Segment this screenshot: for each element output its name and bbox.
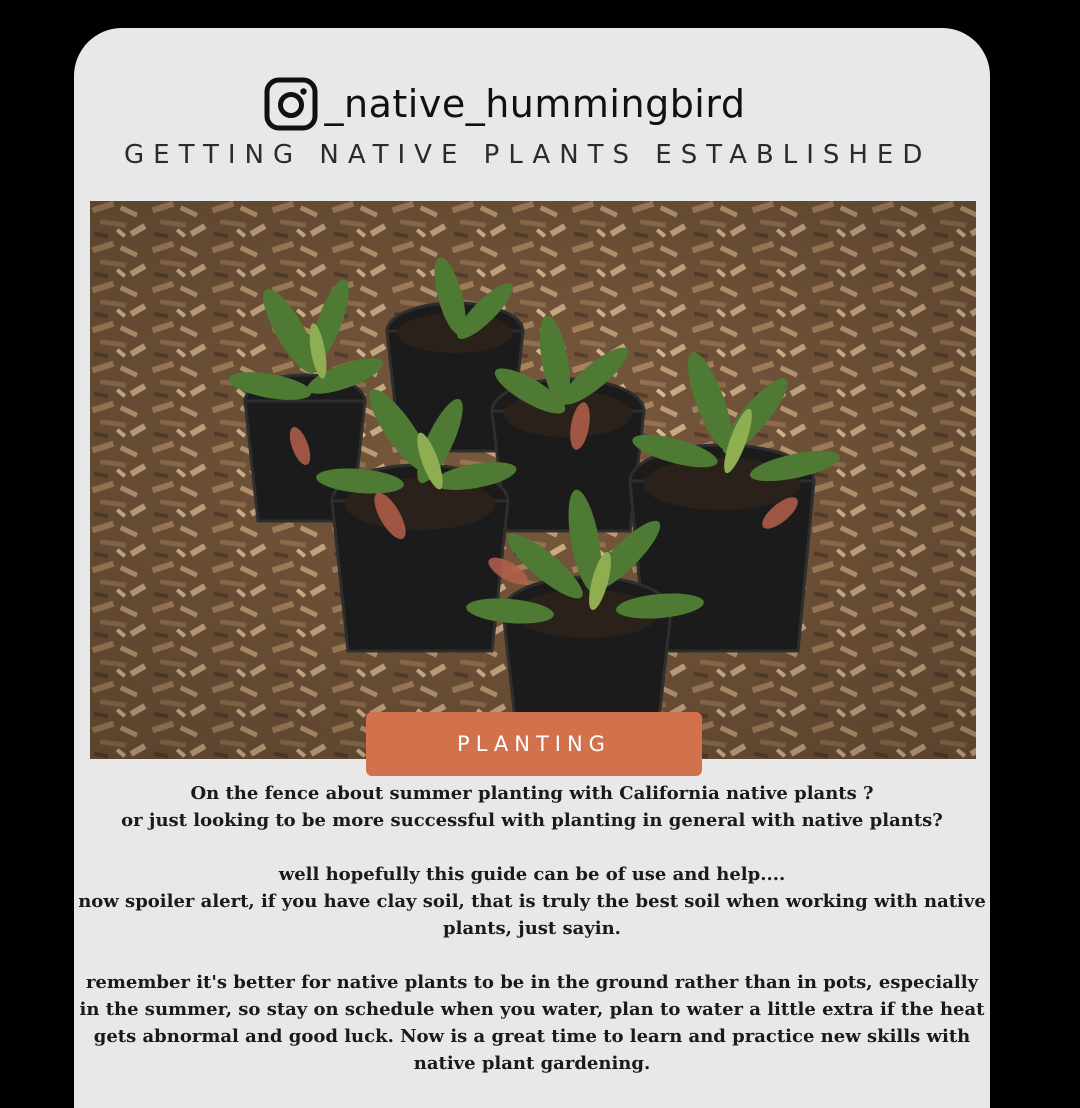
post-subtitle: GETTING NATIVE PLANTS ESTABLISHED: [124, 140, 932, 170]
body-line: On the fence about summer planting with California native plants ?: [190, 783, 874, 804]
brand-header: [74, 72, 990, 136]
body-line: well hopefully this guide can be of use and help....: [278, 864, 786, 885]
body-line: now spoiler alert, if you have clay soil, that is truly the best soil when working with native plants, just sayin.: [78, 891, 986, 939]
account-handle: _native_hummingbird: [324, 82, 746, 126]
plants-photo-image: [90, 201, 976, 759]
post-body: [74, 780, 990, 1077]
plants-photo: [90, 201, 976, 759]
instagram-icon: [263, 76, 319, 132]
body-line: remember it's better for native plants to be in the ground rather than in pots, especially in the summer, so stay on schedule when you water, plan to water a little extra if the heat gets abnormal and good luck. Now is a great time to learn and practice new skills with native plant gardening.: [79, 972, 985, 1074]
post-card: [74, 28, 990, 1108]
category-tag: PLANTING: [366, 712, 702, 776]
body-line: or just looking to be more successful with planting in general with native plants?: [121, 810, 943, 831]
